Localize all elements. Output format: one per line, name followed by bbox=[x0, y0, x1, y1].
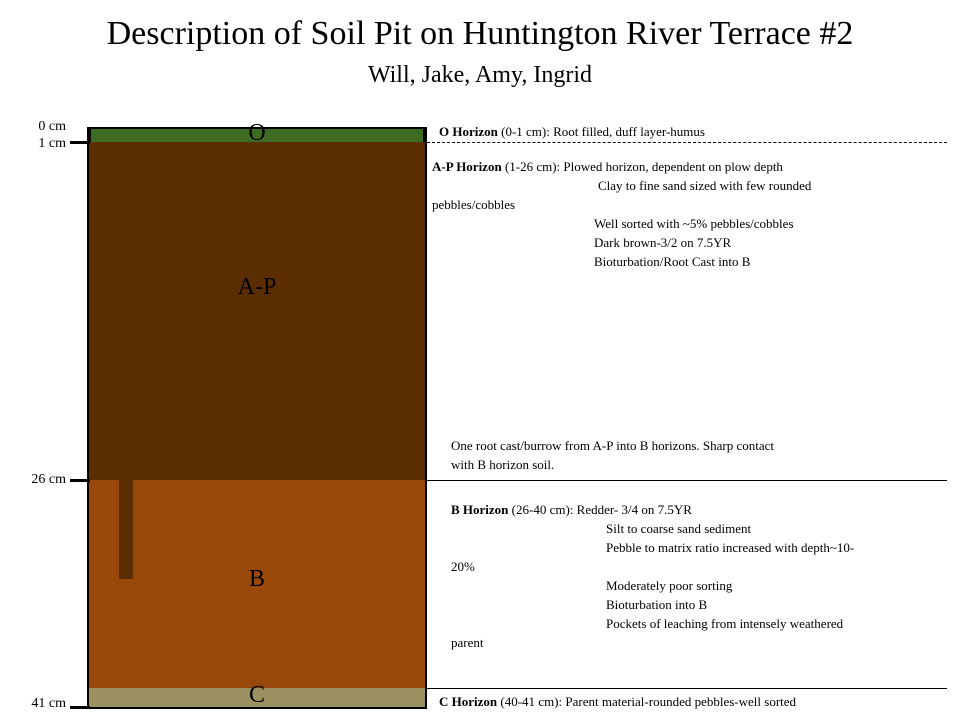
c-layer-label: C bbox=[248, 682, 265, 708]
b-layer-label: B bbox=[248, 566, 265, 592]
ap-horizon-description bbox=[432, 157, 882, 271]
ap-horizon-layer bbox=[89, 142, 425, 480]
depth-tick-26 bbox=[70, 479, 90, 482]
c-horizon-name: C Horizon bbox=[439, 694, 498, 709]
b-horizon-name: B Horizon bbox=[451, 502, 509, 517]
diagram-subtitle: Will, Jake, Amy, Ingrid bbox=[367, 62, 593, 88]
root-note-line-1: One root cast/burrow from A-P into B horizons. Sharp contact bbox=[451, 438, 775, 453]
b-horizon-line-2: Pebble to matrix ratio increased with depth~10- bbox=[606, 540, 855, 555]
ap-horizon-line-1: Clay to fine sand sized with few rounded bbox=[598, 178, 812, 193]
b-horizon-line-3: Moderately poor sorting bbox=[606, 578, 733, 593]
b-horizon-line-2b: 20% bbox=[451, 559, 475, 574]
depth-tick-1 bbox=[70, 141, 90, 144]
b-horizon-line-4: Bioturbation into B bbox=[606, 597, 708, 612]
o-horizon-text: Root filled, duff layer-humus bbox=[553, 124, 705, 139]
ap-horizon-name: A-P Horizon bbox=[432, 159, 502, 174]
ap-layer-label: A-P bbox=[237, 274, 277, 300]
ap-horizon-line-1b: pebbles/cobbles bbox=[432, 197, 516, 212]
b-horizon-description bbox=[451, 500, 921, 652]
depth-label-0: 0 cm bbox=[38, 119, 66, 134]
b-horizon-text: Redder- 3/4 on 7.5YR bbox=[576, 502, 692, 517]
ap-horizon-line-3: Dark brown-3/2 on 7.5YR bbox=[594, 235, 732, 250]
ap-horizon-text: Plowed horizon, dependent on plow depth bbox=[563, 159, 783, 174]
root-cast-note bbox=[451, 436, 921, 474]
c-horizon-text: Parent material-rounded pebbles-well sorted bbox=[565, 694, 797, 709]
root-cast bbox=[119, 480, 133, 579]
b-horizon-line-1: Silt to coarse sand sediment bbox=[606, 521, 752, 536]
o-horizon-description bbox=[439, 122, 705, 141]
o-ap-boundary-line bbox=[427, 142, 947, 143]
depth-tick-41 bbox=[70, 706, 90, 709]
ap-horizon-line-4: Bioturbation/Root Cast into B bbox=[594, 254, 751, 269]
depth-label-26: 26 cm bbox=[31, 472, 66, 487]
b-c-boundary-line bbox=[427, 688, 947, 689]
c-horizon-range: (40-41 cm): bbox=[500, 694, 563, 709]
o-horizon-range: (0-1 cm): bbox=[501, 124, 550, 139]
ap-horizon-line-2: Well sorted with ~5% pebbles/cobbles bbox=[594, 216, 794, 231]
root-note-line-2: with B horizon soil. bbox=[451, 457, 555, 472]
o-layer-label: O bbox=[248, 120, 266, 146]
ap-horizon-range: (1-26 cm): bbox=[504, 159, 561, 174]
depth-label-41: 41 cm bbox=[31, 696, 66, 711]
diagram-title: Description of Soil Pit on Huntington River Terrace #2 bbox=[106, 15, 854, 52]
b-horizon-line-5: Pockets of leaching from intensely weathered bbox=[606, 616, 844, 631]
o-horizon-name: O Horizon bbox=[439, 124, 498, 139]
b-horizon-line-5b: parent bbox=[451, 635, 484, 650]
c-horizon-description bbox=[439, 692, 796, 711]
ap-b-boundary-line bbox=[427, 480, 947, 481]
b-horizon-range: (26-40 cm): bbox=[511, 502, 574, 517]
depth-label-1: 1 cm bbox=[38, 136, 66, 151]
